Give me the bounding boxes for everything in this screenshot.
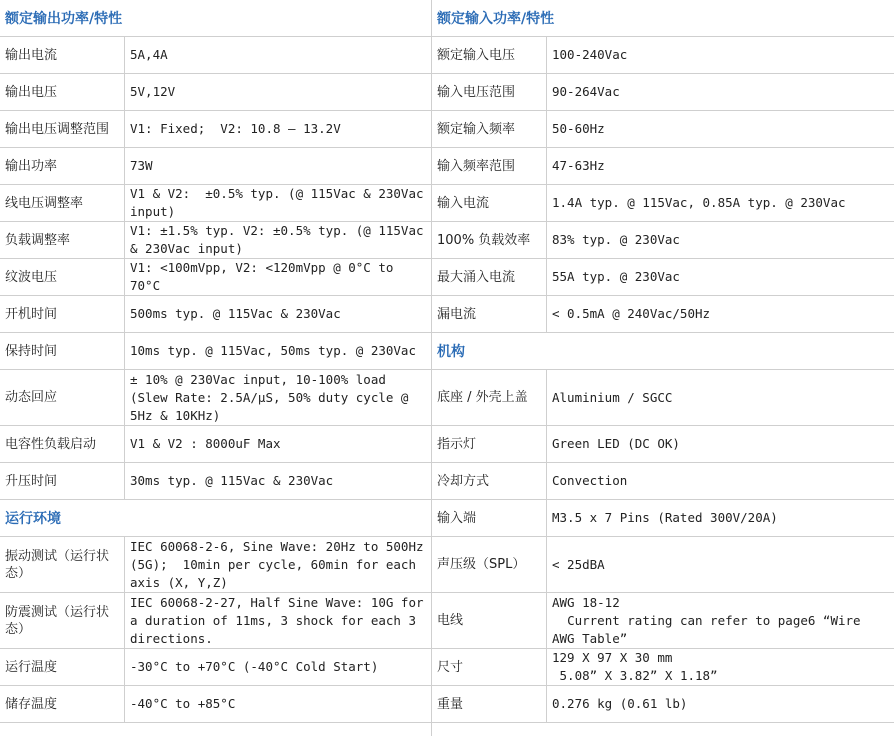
table-row <box>0 222 431 259</box>
row-label: 输入电压范围 <box>432 74 547 110</box>
row-label: 输出电流 <box>0 37 125 73</box>
row-value: M3.5 x 7 Pins (Rated 300V/20A) <box>552 510 778 525</box>
table-row <box>0 593 431 649</box>
row-value: Aluminium / SGCC <box>552 389 673 405</box>
row-value: 500ms typ. @ 115Vac & 230Vac <box>130 306 341 321</box>
row-label: 输入端 <box>432 500 547 536</box>
section-title-output: 额定输出功率/特性 <box>5 11 123 27</box>
row-value: V1: Fixed; V2: 10.8 – 13.2V <box>130 121 341 136</box>
table-row <box>432 593 894 649</box>
env-rows <box>0 537 431 723</box>
row-value: 73W <box>130 158 153 173</box>
row-label: 100% 负载效率 <box>432 222 547 258</box>
table-row <box>0 37 431 74</box>
row-value: < 25dBA <box>552 556 605 572</box>
row-label: 输入电流 <box>432 185 547 221</box>
row-label: 底座 / 外壳上盖 <box>432 370 547 425</box>
row-value: -40°C to +85°C <box>130 696 236 711</box>
table-row <box>432 537 894 593</box>
row-label: 电线 <box>432 593 547 648</box>
row-label: 输入频率范围 <box>432 148 547 184</box>
row-label: 冷却方式 <box>432 463 547 499</box>
row-value: 50-60Hz <box>552 121 605 136</box>
row-label: 电容性负载启动 <box>0 426 125 462</box>
row-value: 1.4A typ. @ 115Vac, 0.85A typ. @ 230Vac <box>552 195 846 210</box>
row-label: 漏电流 <box>432 296 547 332</box>
table-row <box>0 259 431 296</box>
row-value: AWG 18-12 Current rating can refer to page6 “Wire AWG Table” <box>552 594 861 646</box>
row-label: 储存温度 <box>0 686 125 722</box>
section-env-header <box>0 500 431 537</box>
row-label: 额定输入频率 <box>432 111 547 147</box>
table-row <box>432 222 894 259</box>
row-label: 动态回应 <box>0 370 125 425</box>
row-label: 振动测试（运行状态） <box>0 537 125 592</box>
table-row <box>0 296 431 333</box>
row-label: 升压时间 <box>0 463 125 499</box>
table-row <box>0 537 431 593</box>
table-row <box>432 649 894 686</box>
output-rows <box>0 37 431 500</box>
row-value: 55A typ. @ 230Vac <box>552 269 680 284</box>
table-row <box>0 649 431 686</box>
table-row <box>0 333 431 370</box>
table-row <box>0 686 431 723</box>
row-value: Convection <box>552 473 628 488</box>
table-row <box>432 686 894 723</box>
row-value: 30ms typ. @ 115Vac & 230Vac <box>130 473 334 488</box>
table-row <box>0 185 431 222</box>
row-value: V1: ±1.5% typ. V2: ±0.5% typ. (@ 115Vac & 230Vac input) <box>130 223 432 256</box>
table-row <box>432 185 894 222</box>
row-value: 5A,4A <box>130 47 168 62</box>
row-value: 5V,12V <box>130 84 176 99</box>
row-value: < 0.5mA @ 240Vac/50Hz <box>552 306 711 321</box>
row-value: 83% typ. @ 230Vac <box>552 232 680 247</box>
row-value: -30°C to +70°C (-40°C Cold Start) <box>130 659 379 674</box>
row-value: 100-240Vac <box>552 47 628 62</box>
table-row <box>0 370 431 426</box>
table-row <box>432 500 894 537</box>
row-value: V1: <100mVpp, V2: <120mVpp @ 0°C to 70°C <box>130 260 401 293</box>
row-label: 最大涌入电流 <box>432 259 547 295</box>
mech-rows <box>432 370 894 723</box>
right-column <box>431 0 894 736</box>
row-label: 声压级（SPL） <box>432 537 547 592</box>
row-label: 重量 <box>432 686 547 722</box>
table-row <box>0 74 431 111</box>
row-label: 额定输入电压 <box>432 37 547 73</box>
row-label: 尺寸 <box>432 649 547 685</box>
row-label: 保持时间 <box>0 333 125 369</box>
row-value: 47-63Hz <box>552 158 605 173</box>
section-title-mech: 机构 <box>437 344 465 360</box>
row-value: 0.276 kg (0.61 lb) <box>552 696 688 711</box>
table-row <box>0 148 431 185</box>
section-title-input: 额定输入功率/特性 <box>437 11 555 27</box>
row-value: V1 & V2: ±0.5% typ. (@ 115Vac & 230Vac input) <box>130 186 432 219</box>
row-label: 防震测试（运行状态） <box>0 593 125 648</box>
table-row <box>432 37 894 74</box>
row-label: 输出电压 <box>0 74 125 110</box>
section-input-header <box>432 0 894 37</box>
row-value: IEC 60068-2-27, Half Sine Wave: 10G for a duration of 11ms, 3 shock for each 3 directions. <box>130 594 432 646</box>
table-row <box>432 426 894 463</box>
row-label: 输出电压调整范围 <box>0 111 125 147</box>
table-row <box>432 148 894 185</box>
left-column <box>0 0 431 736</box>
row-value: 129 X 97 X 30 mm 5.08” X 3.82” X 1.18” <box>552 650 718 683</box>
table-row <box>0 426 431 463</box>
row-value: 90-264Vac <box>552 84 620 99</box>
table-row <box>432 463 894 500</box>
table-row <box>0 463 431 500</box>
row-label: 开机时间 <box>0 296 125 332</box>
row-label: 输出功率 <box>0 148 125 184</box>
table-row <box>432 370 894 426</box>
section-mech-header <box>432 333 894 370</box>
section-output-header <box>0 0 431 37</box>
row-value: 10ms typ. @ 115Vac, 50ms typ. @ 230Vac <box>130 343 416 358</box>
input-rows <box>432 37 894 333</box>
table-row <box>432 259 894 296</box>
table-row <box>432 296 894 333</box>
row-value: IEC 60068-2-6, Sine Wave: 20Hz to 500Hz (5G); 10min per cycle, 60min for each axis (X, Y,Z) <box>130 538 432 590</box>
row-label: 线电压调整率 <box>0 185 125 221</box>
row-value: V1 & V2 : 8000uF Max <box>130 436 281 451</box>
table-row <box>432 111 894 148</box>
row-label: 运行温度 <box>0 649 125 685</box>
table-row <box>432 74 894 111</box>
row-value: Green LED (DC OK) <box>552 436 680 451</box>
section-title-env: 运行环境 <box>5 511 61 527</box>
row-label: 指示灯 <box>432 426 547 462</box>
row-value: ± 10% @ 230Vac input, 10-100% load (Slew Rate: 2.5A/μS, 50% duty cycle @ 5Hz & 10KHz) <box>130 371 416 423</box>
row-label: 纹波电压 <box>0 259 125 295</box>
row-label: 负载调整率 <box>0 222 125 258</box>
table-row <box>0 111 431 148</box>
